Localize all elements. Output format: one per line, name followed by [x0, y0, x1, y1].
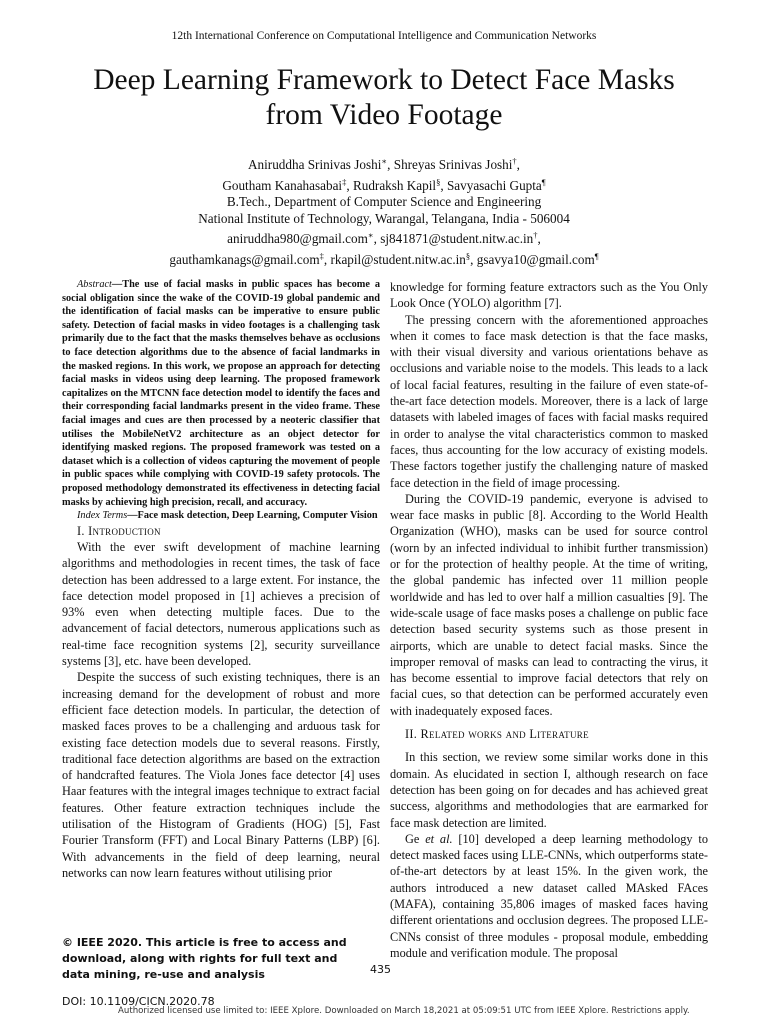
author-email: aniruddha980@gmail.com [227, 231, 368, 246]
author-email: , sj841871@student.nitw.ac.in [373, 231, 534, 246]
abstract-text: —The use of facial masks in public spaces has become a social obligation since the wake of the COVID-19 global pandemic and the identification of facial masks can be imperative to ensure public safety. Detection of facial masks in video footages is a challenging task primarily due to the fact that the masks themselves behave as occlusions to face detection algorithms due to the absence of facial landmarks in the masked regions. In this work, we propose an approach for detecting facial masks in videos using deep learning. The proposed framework capitalizes on the MTCNN face detection model to identify the faces and their corresponding facial landmarks present in the video frame. These facial images and cues are then processed by a neoteric classifier that utilises the MobileNetV2 architecture as an object detector for identifying masked regions. The proposed framework was tested on a dataset which is a collection of videos capturing the movement of people in public spaces while complying with COVID-19 safety protocols. The proposed methodology demonstrated its effectiveness in detecting facial masks by achieving high precision, recall, and accuracy. [62, 279, 380, 508]
paragraph: With the ever swift development of machine learning algorithms and methodologies in recent times, the task of face detection has been addressed to a large extent. For instance, the face detection model proposed in [1] achieves a precision of 93% even when detecting multiple faces. Due to the advancement of facial detectors, numerous applications such as real-time face recognition systems [2], security surveillance systems [3], etc. have been developed. [62, 539, 380, 669]
left-column [62, 278, 380, 881]
author-mark: † [533, 230, 538, 240]
paragraph-text: Ge [405, 831, 426, 846]
index-terms [62, 509, 380, 523]
author-mark: § [465, 250, 471, 261]
author-mark: ∗ [367, 230, 374, 240]
title-line-2: from Video Footage [265, 99, 503, 131]
author-separator: , [516, 157, 520, 172]
paragraph: In this section, we review some similar works done in this domain. As elucidated in section I, although research on face detection has been going on for decades and has achieved great success, algorithms and methodologies that are earmarked for face mask detection are limited. [390, 750, 708, 830]
license-watermark: Authorized licensed use limited to: IEEE Xplore. Downloaded on March 18,2021 at 05:09:51 UTC from IEEE Xplore. Restrictions apply. [118, 1006, 690, 1016]
author-email: , gsavya10@gmail.com [470, 251, 595, 267]
affiliation-line-2: National Institute of Technology, Warangal, Telangana, India - 506004 [198, 210, 570, 226]
index-terms-label: Index Terms [77, 510, 128, 522]
author-name: , Rudraksh Kapil [346, 177, 437, 193]
right-column [390, 279, 708, 961]
author-block [40, 153, 728, 268]
paragraph: Despite the success of such existing techniques, there is an increasing demand for the development of robust and more efficient face detection models. In particular, the detection of masked faces proves to be a challenging and arduous task for existing face detection models due to several reasons. Firstly, traditional face detection algorithms are based on the extraction of handcrafted features. The Viola Jones face detector [4] uses Haar features with the integral images technique to extract facial features. Other feature extraction techniques include the utilisation of the Histogram of Gradients (HOG) [5], Fast Fourier Transform (FFT) and Local Binary Patterns (LBP) [6]. With advancements in the field of deep learning, neural networks can now learn features without utilising prior [62, 670, 380, 880]
author-mark: § [436, 176, 441, 187]
author-separator: , [537, 231, 541, 246]
author-mark: ‡ [342, 176, 347, 187]
author-mark: † [512, 156, 517, 166]
abstract-label: Abstract [77, 279, 112, 290]
doi: DOI: 10.1109/CICN.2020.78 [62, 995, 215, 1008]
paragraph: During the COVID-19 pandemic, everyone is advised to wear face masks in public [8]. According to the World Health Organization (WHO), masks can be used for source control (worn by an infected individual to inhibit further transmission) or for the protection of healthy people. At the time of writing, the global pandemic has infected over 11 million people worldwide and has led to over half a million casualties [9]. The wide-scale usage of face masks poses a challenge on public face detection based security systems such as those present in airports, which are unable to detect facial masks. Since the improper removal of masks can lead to contracting the virus, it has become essential to improve facial detectors that rely on facial cues, so that detection can be performed accurately even with inadequately exposed faces. [390, 491, 708, 718]
author-mark: ¶ [541, 176, 546, 187]
author-email: , rkapil@student.nitw.ac.in [323, 251, 466, 267]
paragraph: The pressing concern with the aforementioned approaches when it comes to face mask detection is that the face masks, with their visual diversity and various orientations behave as occlusions and variable noise to the models. This leads to a lack of local facial features, resulting in the failure of even state-of-the-art face detection models. Moreover, there is a lack of large datasets with labeled images of faces with facial masks required in order to analyse the vital characteristics common to masked faces, thus accounting for the low accuracy of existing models. These factors together justify the challenging nature of masked face detection in the field of image processing. [390, 312, 708, 490]
copyright-notice: © IEEE 2020. This article is free to access and download, along with rights for full text and data mining, re-use and analysis [62, 936, 347, 981]
section-heading-related-works: II. Related works and Literature [405, 727, 589, 742]
conference-header: 12th International Conference on Computational Intelligence and Communication Networks [171, 30, 597, 42]
affiliation-line-1: B.Tech., Department of Computer Science and Engineering [226, 194, 542, 209]
paragraph-text: et al. [425, 831, 453, 846]
author-mark: ¶ [594, 250, 599, 261]
authors-line-1 [40, 153, 728, 174]
author-email: gauthamkanags@gmail.com [169, 251, 320, 267]
index-terms-text: —Face mask detection, Deep Learning, Computer Vision [127, 510, 378, 522]
author-name: , Shreyas Srinivas Joshi [387, 157, 513, 172]
author-mark: ‡ [319, 250, 324, 261]
author-name: Aniruddha Srinivas Joshi [248, 157, 382, 172]
author-mark: ∗ [381, 156, 388, 166]
paper-title [40, 63, 728, 133]
emails-line-1 [40, 227, 728, 248]
title-line-1: Deep Learning Framework to Detect Face Masks [93, 64, 675, 96]
section-heading-introduction: I. Introduction [77, 523, 161, 538]
abstract [62, 278, 380, 509]
author-name: , Savyasachi Gupta [440, 177, 542, 193]
page-number: 435 [370, 963, 391, 976]
paragraph: knowledge for forming feature extractors such as the You Only Look Once (YOLO) algorithm [7]. [390, 280, 708, 311]
authors-line-2 [40, 174, 728, 195]
paragraph [390, 831, 708, 961]
emails-line-2 [40, 248, 728, 269]
author-name: Goutham Kanahasabai [222, 177, 343, 193]
paragraph-text: [10] developed a deep learning methodology to detect masked faces using LLE-CNNs, which outperforms state-of-the-art detectors by at least 15%. In the given work, the authors introduced a new dataset called MAsked FAces (MAFA), containing 35,806 images of masked faces having different orientations and occlusion degrees. The proposed LLE-CNNs consist of three modules - proposal module, embedding module and verification module. The proposal [390, 831, 708, 960]
